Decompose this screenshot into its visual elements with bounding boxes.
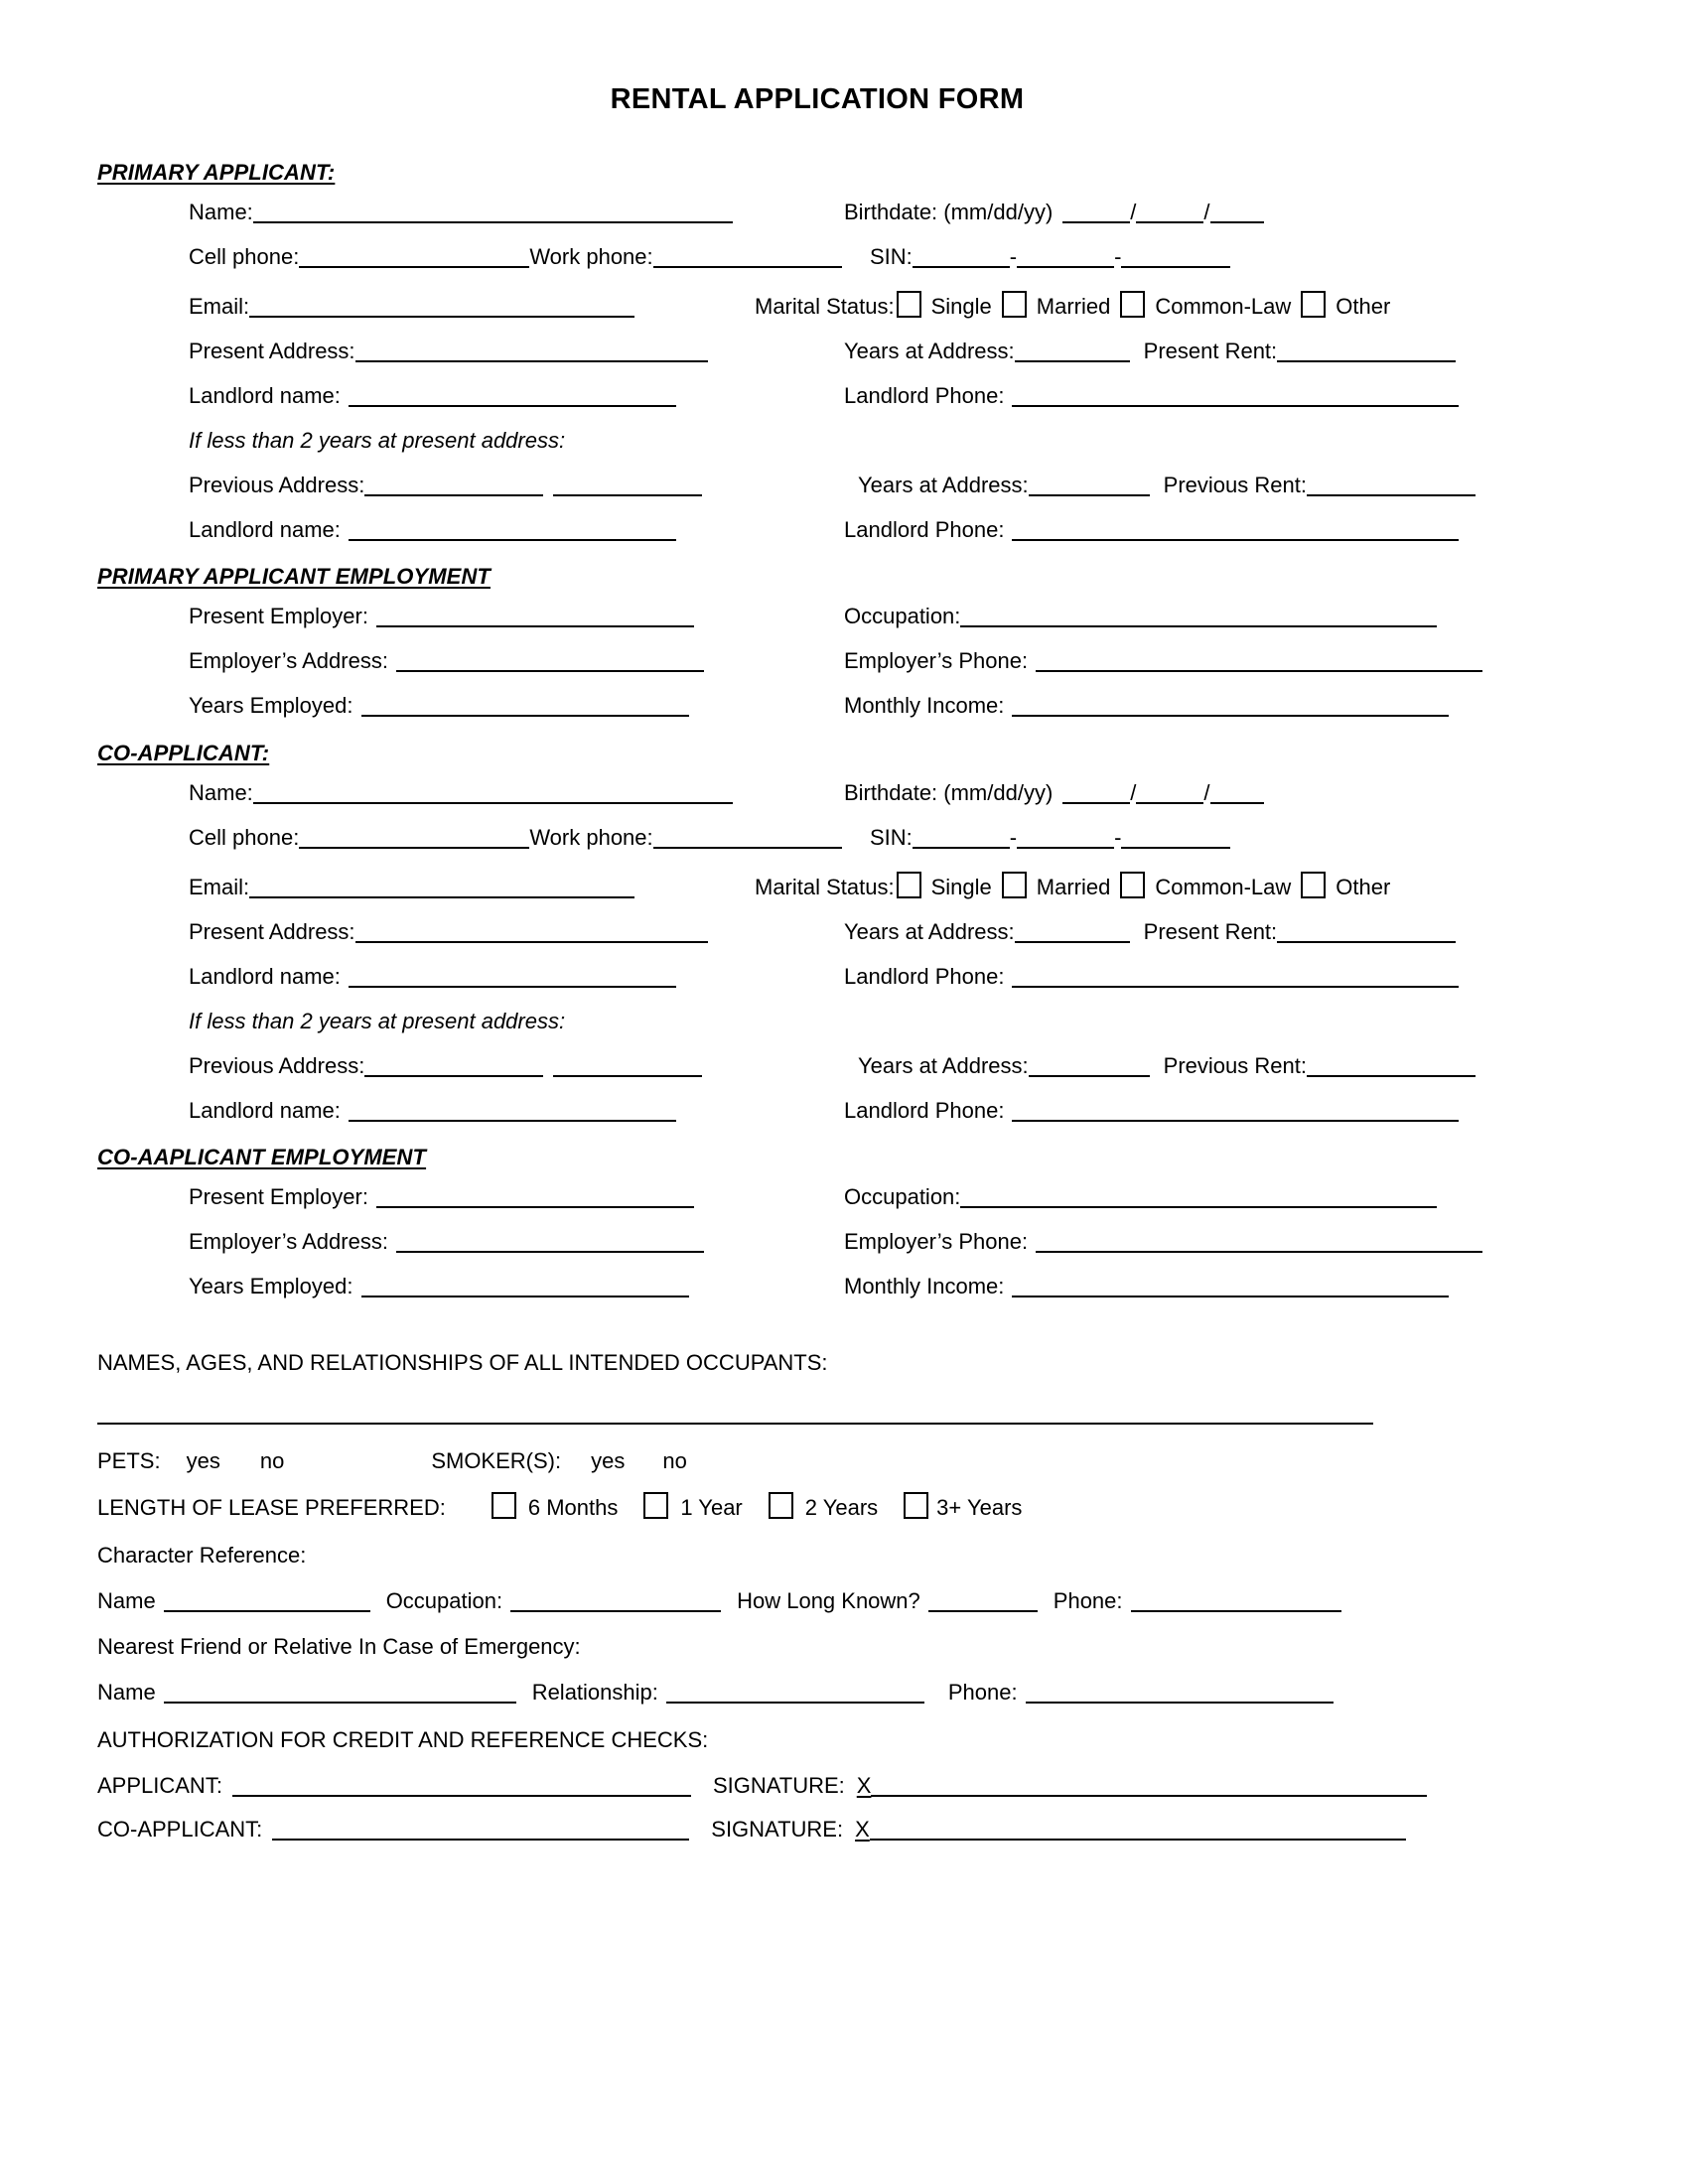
dash-2: -	[1114, 825, 1122, 850]
field-co-occupation	[844, 1186, 1437, 1208]
label-lease-length: LENGTH OF LEASE PREFERRED:	[97, 1495, 446, 1520]
label-lease-1-year: 1 Year	[680, 1495, 743, 1520]
row-primary-less-than-2-years-note	[97, 430, 1597, 452]
heading-intended-occupants: NAMES, AGES, AND RELATIONSHIPS OF ALL INTENDED OCCUPANTS:	[97, 1350, 828, 1375]
input-primary-cell-phone[interactable]	[299, 246, 529, 268]
slash-1: /	[1130, 200, 1137, 224]
label-birthdate: Birthdate: (mm/dd/yy)	[844, 200, 1054, 224]
field-co-monthly-income	[844, 1276, 1449, 1297]
input-co-sin-2[interactable]	[1017, 827, 1114, 849]
label-occupation: Occupation:	[844, 604, 961, 628]
field-co-name	[189, 782, 844, 804]
label-prev-landlord-name: Landlord name:	[189, 517, 341, 542]
heading-character-reference: Character Reference:	[97, 1543, 307, 1568]
label-marital-status: Marital Status:	[755, 875, 895, 899]
label-years-employed: Years Employed:	[189, 693, 353, 718]
label-present-employer: Present Employer:	[189, 1184, 368, 1209]
input-co-employer-phone[interactable]	[1036, 1231, 1482, 1253]
input-co-previous-years-at-address[interactable]	[1029, 1055, 1150, 1077]
checkbox-co-marital-common-law[interactable]	[1120, 872, 1145, 898]
label-work-phone: Work phone:	[529, 825, 653, 850]
option-pets-yes[interactable]: yes	[186, 1448, 220, 1473]
label-reference-occupation: Occupation:	[385, 1588, 503, 1613]
label-marital-other: Other	[1336, 294, 1391, 319]
label-reference-name: Name	[97, 1588, 156, 1613]
label-employer-address: Employer’s Address:	[189, 1229, 388, 1254]
checkbox-primary-marital-single[interactable]	[897, 291, 921, 318]
label-cell-phone: Cell phone:	[189, 825, 300, 850]
note-if-less-than-2-years: If less than 2 years at present address:	[189, 1009, 566, 1033]
field-primary-prev-landlord-phone	[844, 519, 1459, 541]
input-reference-how-long-known[interactable]	[928, 1590, 1038, 1612]
field-primary-previous-years-rent	[858, 475, 1476, 496]
input-co-previous-rent[interactable]	[1307, 1055, 1476, 1077]
input-co-previous-address-2[interactable]	[553, 1055, 702, 1077]
form-sheet	[97, 83, 1597, 1841]
label-marital-married: Married	[1036, 294, 1111, 319]
row-primary-present-address	[97, 341, 1597, 362]
label-prev-landlord-phone: Landlord Phone:	[844, 517, 1005, 542]
checkbox-co-marital-single[interactable]	[897, 872, 921, 898]
heading-authorization: AUTHORIZATION FOR CREDIT AND REFERENCE CHECKS:	[97, 1727, 709, 1752]
label-reference-how-long-known: How Long Known?	[737, 1588, 920, 1613]
row-co-phones-sin	[97, 827, 1597, 849]
checkbox-primary-marital-other[interactable]	[1301, 291, 1326, 318]
section-heading-primary-employment: PRIMARY APPLICANT EMPLOYMENT	[97, 564, 491, 589]
input-primary-years-employed[interactable]	[361, 695, 689, 717]
input-co-birth-month[interactable]	[1062, 782, 1130, 804]
label-name: Name:	[189, 200, 253, 224]
input-primary-employer-phone[interactable]	[1036, 650, 1482, 672]
row-co-previous-address	[97, 1055, 1597, 1077]
field-primary-years-employed	[189, 695, 844, 717]
input-co-years-employed[interactable]	[361, 1276, 689, 1297]
label-prev-landlord-name: Landlord name:	[189, 1098, 341, 1123]
label-co-applicant-signature: SIGNATURE:	[711, 1817, 844, 1842]
dash-1: -	[1009, 825, 1018, 850]
label-sin: SIN:	[870, 825, 913, 850]
input-emergency-name[interactable]	[164, 1682, 516, 1704]
field-primary-occupation	[844, 606, 1437, 627]
section-heading-co-applicant: CO-APPLICANT:	[97, 741, 270, 765]
label-applicant-signature: SIGNATURE:	[712, 1773, 845, 1798]
input-co-prev-landlord-phone[interactable]	[1012, 1100, 1459, 1122]
signature-mark-x: X	[856, 1773, 872, 1798]
label-years-at-address: Years at Address:	[844, 339, 1015, 363]
input-primary-birth-day[interactable]	[1136, 202, 1203, 223]
input-primary-previous-address-1[interactable]	[364, 475, 543, 496]
signature-mark-x: X	[855, 1817, 870, 1842]
field-co-birthdate	[844, 782, 1264, 804]
label-marital-single: Single	[930, 294, 992, 319]
input-co-sin-1[interactable]	[913, 827, 1010, 849]
field-primary-phones	[189, 246, 844, 268]
input-co-years-at-address[interactable]	[1015, 921, 1130, 943]
label-lease-6-months: 6 Months	[527, 1495, 619, 1520]
field-primary-employer-address	[189, 650, 844, 672]
label-present-employer: Present Employer:	[189, 604, 368, 628]
row-co-prev-landlord	[97, 1100, 1597, 1122]
label-emergency-relationship: Relationship:	[531, 1680, 658, 1705]
label-employer-address: Employer’s Address:	[189, 648, 388, 673]
checkbox-co-marital-married[interactable]	[1002, 872, 1027, 898]
label-years-employed: Years Employed:	[189, 1274, 353, 1298]
input-primary-present-rent[interactable]	[1277, 341, 1456, 362]
input-co-occupation[interactable]	[960, 1186, 1437, 1208]
label-previous-years-at-address: Years at Address:	[858, 473, 1029, 497]
label-lease-3-plus-years: 3+ Years	[936, 1495, 1023, 1520]
label-marital-other: Other	[1336, 875, 1391, 899]
page-title: RENTAL APPLICATION FORM	[610, 83, 1025, 115]
option-smokers-yes[interactable]: yes	[591, 1448, 626, 1473]
label-email: Email:	[189, 294, 250, 319]
row-co-name-birthdate	[97, 782, 1597, 804]
label-lease-2-years: 2 Years	[804, 1495, 879, 1520]
input-primary-present-address[interactable]	[355, 341, 708, 362]
row-co-email-marital	[97, 872, 1597, 898]
label-marital-single: Single	[930, 875, 992, 899]
field-co-years-rent	[844, 921, 1456, 943]
field-co-landlord-name	[189, 966, 844, 988]
input-co-birth-year[interactable]	[1210, 782, 1264, 804]
row-primary-employer-occupation	[97, 606, 1597, 627]
row-primary-phones-sin	[97, 246, 1597, 268]
input-applicant-signature[interactable]	[871, 1775, 1427, 1797]
label-landlord-name: Landlord name:	[189, 383, 341, 408]
input-co-email[interactable]	[249, 877, 634, 898]
input-co-prev-landlord-name[interactable]	[349, 1100, 676, 1122]
field-primary-previous-address	[189, 475, 844, 496]
slash-2: /	[1203, 780, 1210, 805]
input-primary-previous-rent[interactable]	[1307, 475, 1476, 496]
label-pets: PETS:	[97, 1448, 161, 1473]
checkbox-lease-3-plus-years[interactable]	[904, 1492, 928, 1519]
row-lease-length	[97, 1492, 1597, 1519]
field-primary-prev-landlord-name	[189, 519, 844, 541]
field-co-present-employer	[189, 1186, 844, 1208]
field-co-sin	[870, 827, 1230, 849]
label-employer-phone: Employer’s Phone:	[844, 1229, 1029, 1254]
label-landlord-phone: Landlord Phone:	[844, 964, 1005, 989]
checkbox-lease-2-years[interactable]	[769, 1492, 793, 1519]
label-co-applicant: CO-APPLICANT:	[97, 1817, 263, 1842]
input-primary-occupation[interactable]	[960, 606, 1437, 627]
row-co-applicant-signature	[97, 1819, 1597, 1841]
checkbox-primary-marital-common-law[interactable]	[1120, 291, 1145, 318]
label-work-phone: Work phone:	[529, 244, 653, 269]
input-co-cell-phone[interactable]	[299, 827, 529, 849]
input-primary-prev-landlord-phone[interactable]	[1012, 519, 1459, 541]
row-co-landlord	[97, 966, 1597, 988]
slash-1: /	[1130, 780, 1137, 805]
label-emergency-phone: Phone:	[947, 1680, 1018, 1705]
dash-2: -	[1114, 244, 1122, 269]
input-primary-sin-3[interactable]	[1121, 246, 1230, 268]
input-occupants-line[interactable]	[97, 1422, 1373, 1425]
label-monthly-income: Monthly Income:	[844, 693, 1005, 718]
input-reference-occupation[interactable]	[510, 1590, 721, 1612]
input-co-applicant-name[interactable]	[272, 1819, 689, 1841]
row-primary-years-employed-income	[97, 695, 1597, 717]
row-co-employer-occupation	[97, 1186, 1597, 1208]
field-primary-name	[189, 202, 844, 223]
field-primary-birthdate	[844, 202, 1264, 223]
field-primary-landlord-phone	[844, 385, 1459, 407]
checkbox-lease-1-year[interactable]	[643, 1492, 668, 1519]
section-heading-co-applicant-employment: CO-AAPLICANT EMPLOYMENT	[97, 1145, 427, 1169]
row-pets-smokers	[97, 1450, 1597, 1472]
row-primary-name-birthdate	[97, 202, 1597, 223]
label-applicant: APPLICANT:	[97, 1773, 222, 1798]
field-co-landlord-phone	[844, 966, 1459, 988]
field-co-years-employed	[189, 1276, 844, 1297]
input-primary-sin-1[interactable]	[913, 246, 1010, 268]
label-landlord-phone: Landlord Phone:	[844, 383, 1005, 408]
input-co-present-employer[interactable]	[376, 1186, 694, 1208]
input-primary-prev-landlord-name[interactable]	[349, 519, 676, 541]
field-co-prev-landlord-phone	[844, 1100, 1459, 1122]
input-primary-monthly-income[interactable]	[1012, 695, 1449, 717]
input-co-present-address[interactable]	[355, 921, 708, 943]
input-co-work-phone[interactable]	[653, 827, 842, 849]
row-co-years-employed-income	[97, 1276, 1597, 1297]
dash-1: -	[1009, 244, 1018, 269]
row-primary-email-marital	[97, 291, 1597, 318]
input-co-applicant-signature[interactable]	[870, 1819, 1406, 1841]
input-co-sin-3[interactable]	[1121, 827, 1230, 849]
input-reference-phone[interactable]	[1131, 1590, 1341, 1612]
label-monthly-income: Monthly Income:	[844, 1274, 1005, 1298]
label-occupation: Occupation:	[844, 1184, 961, 1209]
checkbox-co-marital-other[interactable]	[1301, 872, 1326, 898]
label-reference-phone: Phone:	[1053, 1588, 1123, 1613]
label-present-address: Present Address:	[189, 919, 355, 944]
input-primary-name[interactable]	[253, 202, 733, 223]
label-smokers: SMOKER(S):	[431, 1448, 562, 1473]
input-applicant-name[interactable]	[232, 1775, 691, 1797]
field-primary-employer-phone	[844, 650, 1482, 672]
field-co-previous-years-rent	[858, 1055, 1476, 1077]
label-cell-phone: Cell phone:	[189, 244, 300, 269]
field-primary-email	[189, 296, 755, 318]
label-present-address: Present Address:	[189, 339, 355, 363]
label-sin: SIN:	[870, 244, 913, 269]
label-present-rent: Present Rent:	[1143, 339, 1278, 363]
heading-emergency-contact: Nearest Friend or Relative In Case of Emergency:	[97, 1634, 581, 1659]
input-primary-employer-address[interactable]	[396, 650, 704, 672]
field-primary-years-rent	[844, 341, 1456, 362]
row-co-present-address	[97, 921, 1597, 943]
input-co-birth-day[interactable]	[1136, 782, 1203, 804]
row-emergency-contact-fields	[97, 1682, 1597, 1704]
input-emergency-relationship[interactable]	[666, 1682, 924, 1704]
label-email: Email:	[189, 875, 250, 899]
input-primary-email[interactable]	[249, 296, 634, 318]
label-marital-common-law: Common-Law	[1155, 875, 1292, 899]
field-co-employer-phone	[844, 1231, 1482, 1253]
label-marital-common-law: Common-Law	[1155, 294, 1292, 319]
label-marital-married: Married	[1036, 875, 1111, 899]
field-primary-present-employer	[189, 606, 844, 627]
input-co-previous-address-1[interactable]	[364, 1055, 543, 1077]
field-co-present-address	[189, 921, 844, 943]
option-smokers-no[interactable]: no	[662, 1448, 687, 1473]
label-previous-address: Previous Address:	[189, 1053, 365, 1078]
input-co-employer-address[interactable]	[396, 1231, 704, 1253]
option-pets-no[interactable]: no	[259, 1448, 285, 1473]
input-primary-landlord-phone[interactable]	[1012, 385, 1459, 407]
label-previous-years-at-address: Years at Address:	[858, 1053, 1029, 1078]
input-co-landlord-phone[interactable]	[1012, 966, 1459, 988]
field-co-phones	[189, 827, 844, 849]
input-primary-work-phone[interactable]	[653, 246, 842, 268]
row-primary-landlord	[97, 385, 1597, 407]
label-years-at-address: Years at Address:	[844, 919, 1015, 944]
input-primary-birth-year[interactable]	[1210, 202, 1264, 223]
input-primary-landlord-name[interactable]	[349, 385, 676, 407]
input-co-monthly-income[interactable]	[1012, 1276, 1449, 1297]
input-reference-name[interactable]	[164, 1590, 370, 1612]
input-primary-birth-month[interactable]	[1062, 202, 1130, 223]
slash-2: /	[1203, 200, 1210, 224]
field-co-employer-address	[189, 1231, 844, 1253]
input-co-present-rent[interactable]	[1277, 921, 1456, 943]
input-co-landlord-name[interactable]	[349, 966, 676, 988]
label-previous-address: Previous Address:	[189, 473, 365, 497]
input-primary-previous-address-2[interactable]	[553, 475, 702, 496]
row-co-employer-address-phone	[97, 1231, 1597, 1253]
row-primary-previous-address	[97, 475, 1597, 496]
field-co-previous-address	[189, 1055, 844, 1077]
field-primary-landlord-name	[189, 385, 844, 407]
label-prev-landlord-phone: Landlord Phone:	[844, 1098, 1005, 1123]
field-co-prev-landlord-name	[189, 1100, 844, 1122]
checkbox-lease-6-months[interactable]	[492, 1492, 516, 1519]
field-primary-monthly-income	[844, 695, 1449, 717]
label-landlord-name: Landlord name:	[189, 964, 341, 989]
label-marital-status: Marital Status:	[755, 294, 895, 319]
input-primary-years-at-address[interactable]	[1015, 341, 1130, 362]
section-heading-primary-applicant: PRIMARY APPLICANT:	[97, 160, 336, 185]
label-employer-phone: Employer’s Phone:	[844, 648, 1029, 673]
input-co-name[interactable]	[253, 782, 733, 804]
input-primary-previous-years-at-address[interactable]	[1029, 475, 1150, 496]
field-co-marital-status	[755, 872, 1390, 898]
input-primary-sin-2[interactable]	[1017, 246, 1114, 268]
input-emergency-phone[interactable]	[1026, 1682, 1334, 1704]
row-applicant-signature	[97, 1775, 1597, 1797]
row-primary-prev-landlord	[97, 519, 1597, 541]
label-previous-rent: Previous Rent:	[1163, 1053, 1307, 1078]
row-character-reference-fields	[97, 1590, 1597, 1612]
label-present-rent: Present Rent:	[1143, 919, 1278, 944]
label-birthdate: Birthdate: (mm/dd/yy)	[844, 780, 1054, 805]
row-primary-employer-address-phone	[97, 650, 1597, 672]
checkbox-primary-marital-married[interactable]	[1002, 291, 1027, 318]
label-previous-rent: Previous Rent:	[1163, 473, 1307, 497]
field-co-email	[189, 877, 755, 898]
note-if-less-than-2-years: If less than 2 years at present address:	[189, 428, 566, 453]
field-primary-marital-status	[755, 291, 1390, 318]
spacer-occupants	[97, 1320, 1597, 1350]
input-primary-present-employer[interactable]	[376, 606, 694, 627]
label-emergency-name: Name	[97, 1680, 156, 1705]
row-co-less-than-2-years-note	[97, 1011, 1597, 1032]
label-name: Name:	[189, 780, 253, 805]
field-primary-present-address	[189, 341, 844, 362]
field-primary-sin	[870, 246, 1230, 268]
